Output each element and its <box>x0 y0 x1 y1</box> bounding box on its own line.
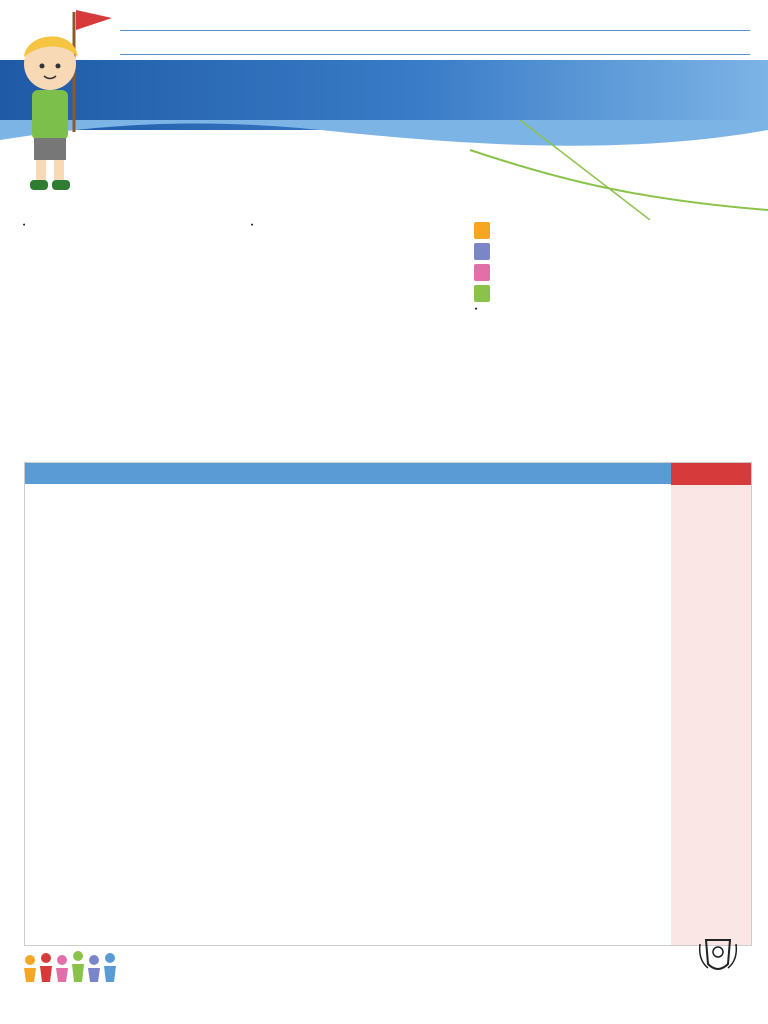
table-header <box>25 463 671 484</box>
red-flags-header <box>671 463 751 485</box>
divider <box>120 54 750 55</box>
red-flags-table <box>24 462 752 946</box>
play-column <box>474 216 750 306</box>
queensland-government-logo <box>688 934 748 1014</box>
play-item <box>474 222 750 239</box>
divider <box>120 30 750 31</box>
play-letter-a <box>474 264 490 281</box>
guide-purpose-column <box>22 216 234 222</box>
play-item <box>474 264 750 281</box>
red-flags-any-age <box>671 485 751 945</box>
children-silhouettes-logo <box>20 950 140 994</box>
play-item <box>474 285 750 302</box>
coat-of-arms-icon <box>696 934 740 978</box>
play-item <box>474 243 750 260</box>
boy-with-flag-illustration <box>4 2 116 202</box>
play-letter-y <box>474 285 490 302</box>
play-letter-p <box>474 222 490 239</box>
page-subtitle <box>122 98 126 114</box>
tips-column <box>250 216 464 222</box>
play-letter-l <box>474 243 490 260</box>
